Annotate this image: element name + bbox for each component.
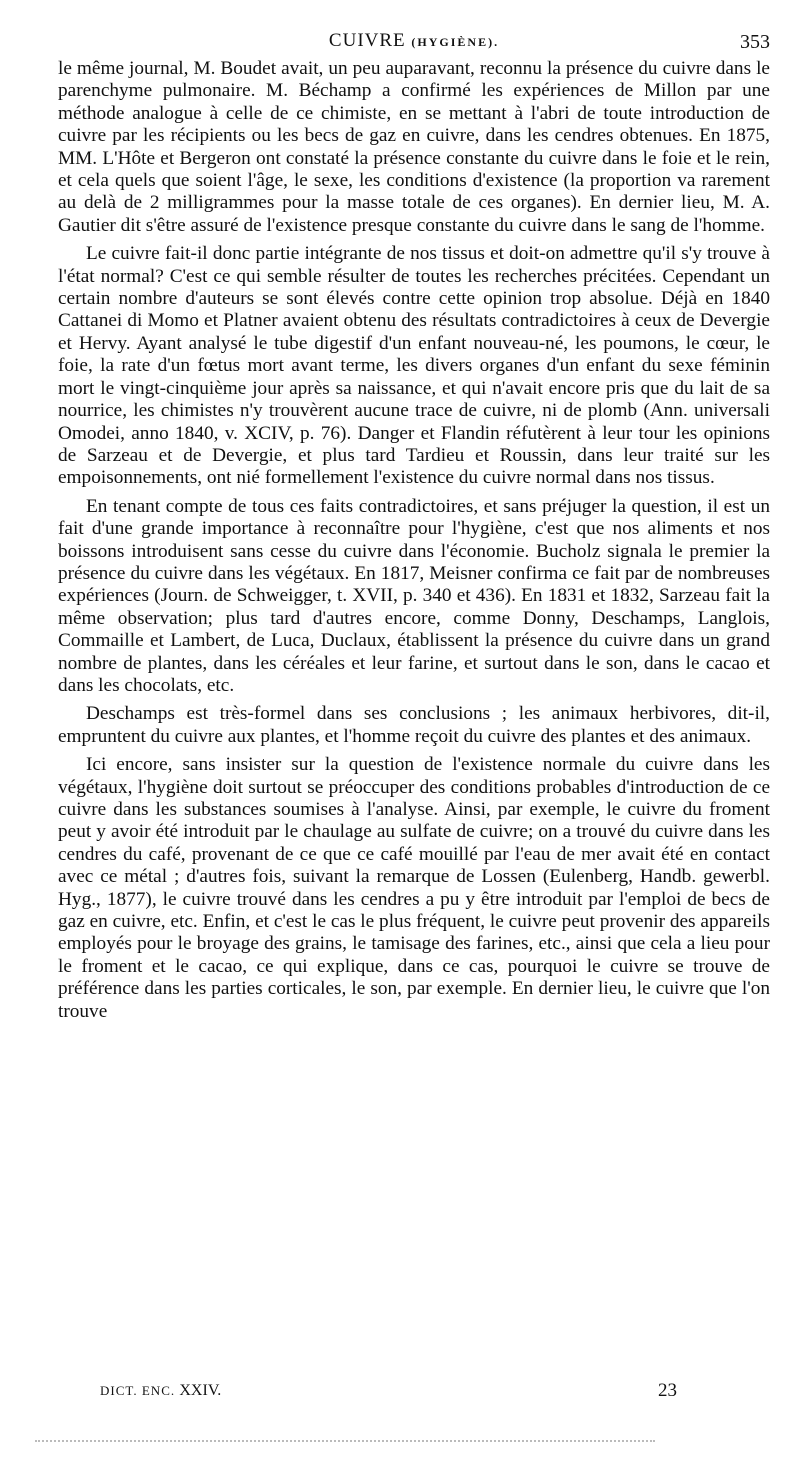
paragraph-1: le même journal, M. Boudet avait, un peu auparavant, reconnu la présence du cuivre dans le parenchyme pulmonaire. M. Béchamp a confirmé les expériences de Millon par une méthode analogue à celle de ce chimiste, en se mettant à l'abri de toute introduction de cuivre par les récipients ou les becs de gaz en cuivre, dans les cendres obtenues. En 1875, MM. L'Hôte et Bergeron ont constaté la présence constante du cuivre dans le foie et le rein, et cela quels que soient l'âge, le sexe, les conditions d'existence (la proportion va rarement au delà de 2 milligrammes pour la masse totale de ces organes). En dernier lieu, M. A. Gautier dit s'être assuré de l'existence presque constante du cuivre dans le sang de l'homme. xyxy=(58,58,770,236)
running-title-sub: (HYGIÈNE). xyxy=(411,35,500,49)
page-header xyxy=(58,30,770,58)
running-title xyxy=(58,30,770,52)
printer-signature xyxy=(100,1382,221,1400)
sheet-number: 23 xyxy=(658,1380,677,1401)
paragraph-3: En tenant compte de tous ces faits contradictoires, et sans préjuger la question, il est un fait d'une grande importance à reconnaître pour l'hygiène, c'est que nos aliments et nos boissons introduisent sans cesse du cuivre dans l'économie. Bucholz signala le premier la présence du cuivre dans les végétaux. En 1817, Meisner confirma ce fait par de nombreuses expériences (Journ. de Schweigger, t. XVII, p. 340 et 436). En 1831 et 1832, Sarzeau fait la même observation; plus tard d'autres encore, comme Donny, Deschamps, Langlois, Commaille et Lambert, de Luca, Duclaux, établissent la présence du cuivre dans un grand nombre de plantes, dans les céréales et leur farine, et surtout dans le son, dans le cacao et dans les chocolats, etc. xyxy=(58,495,770,696)
signature-volume: XXIV. xyxy=(179,1382,222,1399)
signature-label: DICT. ENC. xyxy=(100,1383,176,1398)
scan-artifact-line xyxy=(35,1440,655,1442)
body-text xyxy=(58,58,770,1029)
paragraph-5: Ici encore, sans insister sur la question de l'existence normale du cuivre dans les végétaux, l'hygiène doit surtout se préoccuper des conditions probables d'introduction de ce cuivre dans les substances soumises à l'analyse. Ainsi, par exemple, le cuivre du froment peut y avoir été introduit par le chaulage au sulfate de cuivre; on a trouvé du cuivre dans les cendres du café, provenant de ce que ce café mouillé par l'eau de mer avait été en contact avec ce métal ; d'autres fois, suivant la remarque de Lossen (Eulenberg, Handb. gewerbl. Hyg., 1877), le cuivre trouvé dans les cendres a pu y être introduit par l'emploi de becs de gaz en cuivre, etc. Enfin, et c'est le cas le plus fréquent, le cuivre peut provenir des appareils employés pour le broyage des grains, le tamisage des farines, etc., ainsi que cela a lieu pour le froment et le cacao, ce qui explique, dans ce cas, pourquoi le cuivre se trouve de préférence dans les parties corticales, le son, par exemple. En dernier lieu, le cuivre que l'on trouve xyxy=(58,754,770,1022)
paragraph-2: Le cuivre fait-il donc partie intégrante de nos tissus et doit-on admettre qu'il s'y trouve à l'état normal? C'est ce qui semble résulter de toutes les recherches précitées. Cependant un certain nombre d'auteurs se sont élevés contre cette opinion trop absolue. Déjà en 1840 Cattanei di Momo et Platner avaient obtenu des résultats contradictoires à ceux de Devergie et Hervy. Ayant analysé le tube digestif d'un enfant nouveau-né, les poumons, le cœur, le foie, la rate d'un fœtus mort avant terme, les divers organes d'un enfant du sexe féminin mort le vingt-cinquième jour après sa naissance, et qui n'avait encore pris que du lait de sa nourrice, les chimistes n'y trouvèrent aucune trace de cuivre, ni de plomb (Ann. universali Omodei, anno 1840, v. XCIV, p. 76). Danger et Flandin réfutèrent à leur tour les opinions de Sarzeau et de Devergie, et plus tard Tardieu et Roussin, dans leur traité sur les empoisonnements, ont nié formellement l'existence du cuivre normal dans nos tissus. xyxy=(58,243,770,489)
running-title-main: CUIVRE xyxy=(328,30,406,51)
page-number: 353 xyxy=(740,31,770,53)
paragraph-4: Deschamps est très-formel dans ses conclusions ; les animaux herbivores, dit-il, empruntent du cuivre aux plantes, et l'homme reçoit du cuivre des plantes et des animaux. xyxy=(58,703,770,747)
page-footer xyxy=(58,1378,770,1408)
